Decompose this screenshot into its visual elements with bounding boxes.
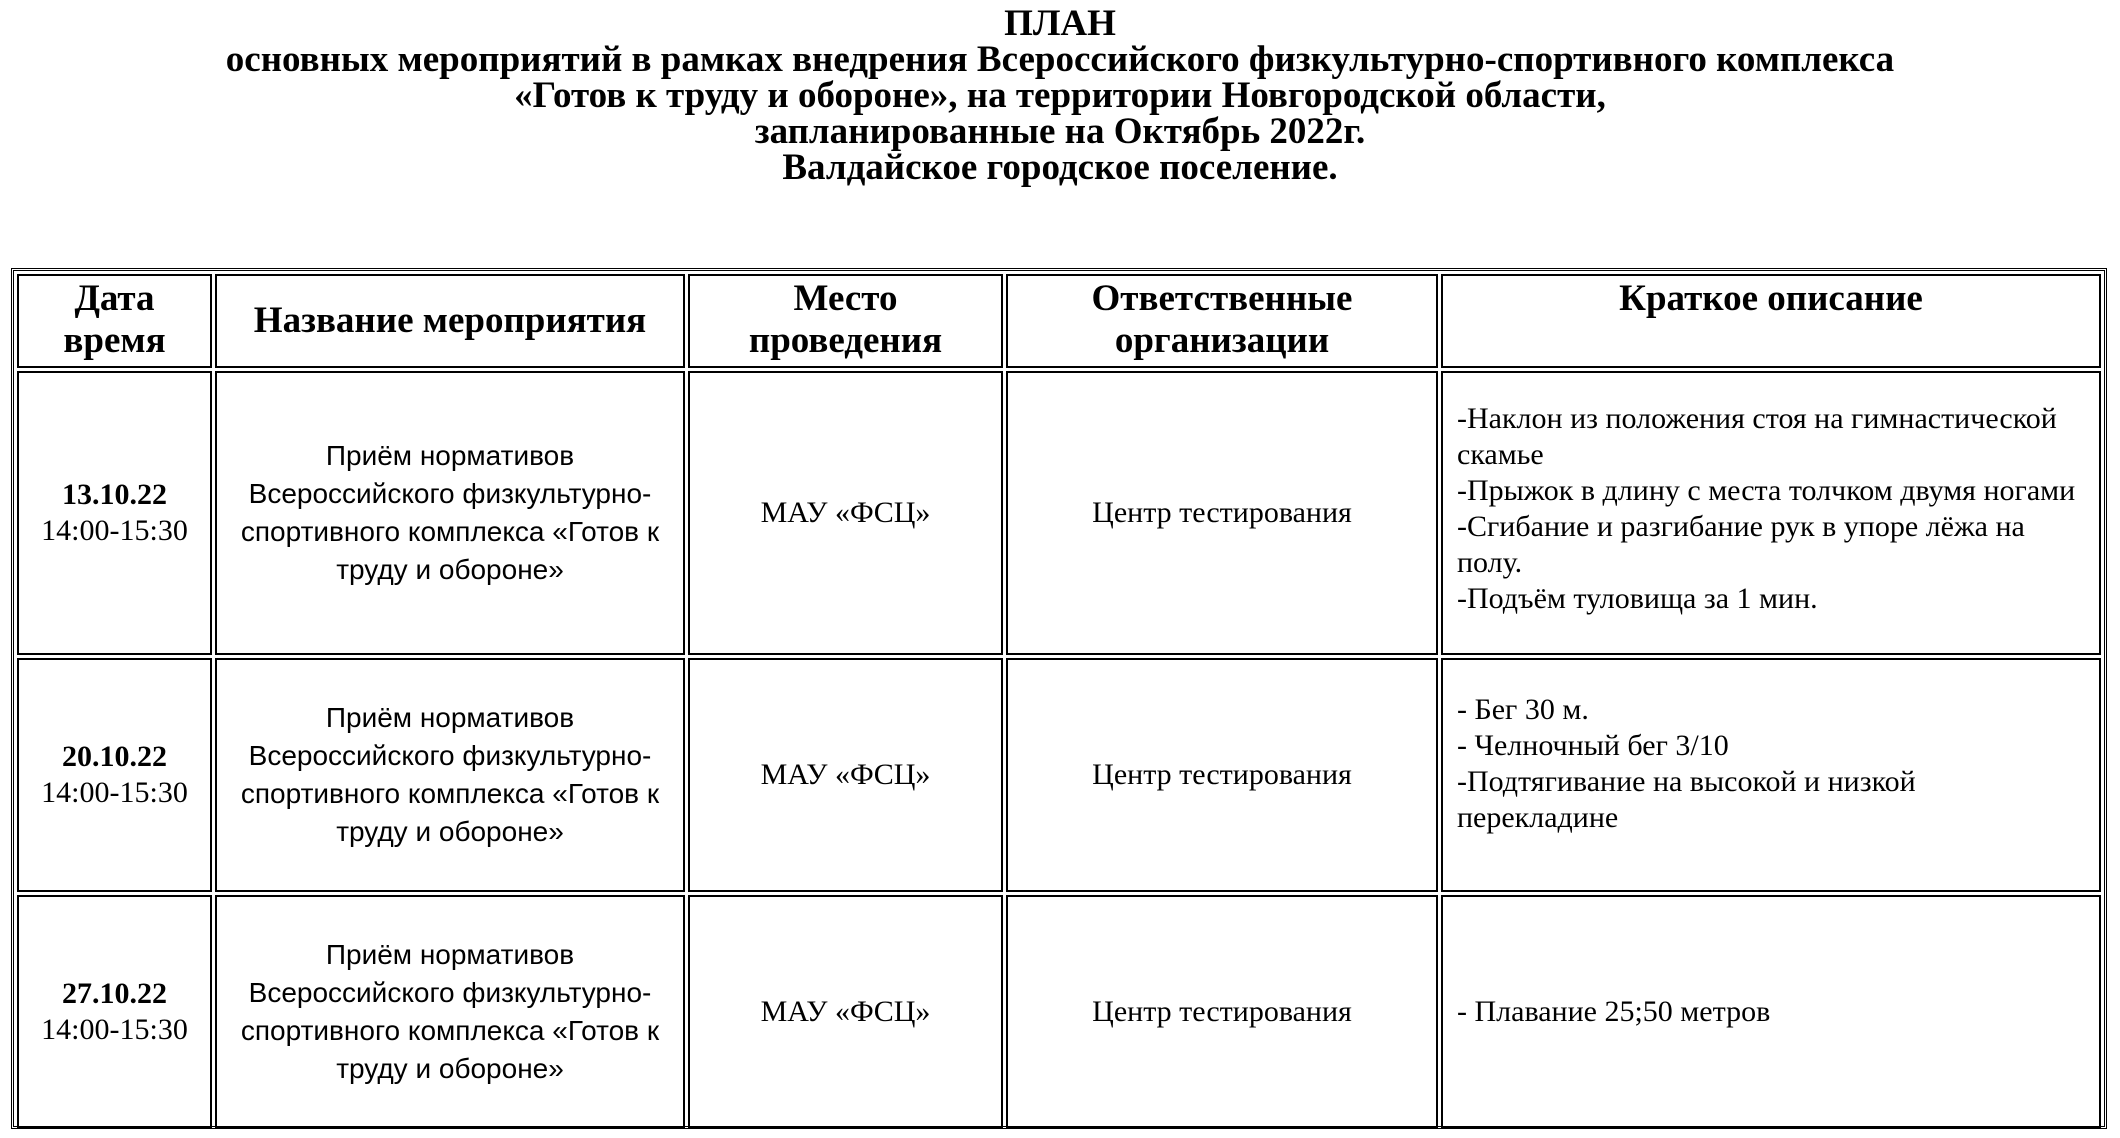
event-time: 14:00-15:30 — [41, 776, 188, 809]
event-time: 14:00-15:30 — [41, 1013, 188, 1046]
event-date: 27.10.22 — [62, 977, 167, 1010]
table-header-row — [17, 274, 2101, 368]
event-time: 14:00-15:30 — [41, 514, 188, 547]
description-line: скамье — [1457, 438, 1544, 471]
event-name-line: Приём нормативов — [325, 440, 575, 471]
description-line: -Сгибание и разгибание рук в упоре лёжа на — [1457, 510, 2025, 543]
description-line: -Прыжок в длину с места толчком двумя ногами — [1457, 474, 2076, 507]
heading-subtitle-2: «Готов к труду и обороне», на территории Новгородской области, — [514, 75, 1606, 116]
cell-date — [17, 895, 212, 1129]
cell-event-name — [215, 371, 685, 655]
cell-event-name — [215, 895, 685, 1129]
header-place — [688, 274, 1003, 368]
events-table-frame — [11, 268, 2107, 1129]
table-row — [17, 371, 2101, 655]
description-line: -Подъём туловища за 1 мин. — [1457, 582, 1818, 615]
cell-org: Центр тестирования — [1006, 658, 1438, 892]
description-line: -Наклон из положения стоя на гимнастической — [1457, 402, 2057, 435]
cell-org: Центр тестирования — [1006, 895, 1438, 1129]
header-place-line1: Место — [793, 278, 898, 319]
header-desc: Краткое описание — [1441, 274, 2101, 368]
description-line: перекладине — [1457, 801, 1619, 834]
event-name-line: Всероссийского физкультурно- — [248, 977, 652, 1008]
header-place-line2: проведения — [748, 320, 943, 361]
description-line: -Подтягивание на высокой и низкой — [1457, 765, 1916, 798]
cell-event-name — [215, 658, 685, 892]
cell-description — [1441, 371, 2101, 655]
event-date: 20.10.22 — [62, 740, 167, 773]
cell-date — [17, 658, 212, 892]
document-heading — [0, 3, 2120, 188]
cell-description — [1441, 895, 2101, 1129]
event-date: 13.10.22 — [62, 478, 167, 511]
table-row — [17, 658, 2101, 892]
cell-org: Центр тестирования — [1006, 371, 1438, 655]
description-line: - Челночный бег 3/10 — [1457, 729, 1729, 762]
events-table — [14, 271, 2104, 1132]
event-name-line: труду и обороне» — [336, 1053, 564, 1084]
event-name-line: Приём нормативов — [325, 702, 575, 733]
event-name-line: труду и обороне» — [336, 554, 564, 585]
event-name-line: труду и обороне» — [336, 816, 564, 847]
description-line: - Плавание 25;50 метров — [1457, 995, 1771, 1028]
header-date — [17, 274, 212, 368]
cell-place: МАУ «ФСЦ» — [688, 895, 1003, 1129]
event-name-line: Всероссийского физкультурно- — [248, 740, 652, 771]
header-date-line2: время — [63, 320, 166, 361]
cell-description — [1441, 658, 2101, 892]
event-name-line: Приём нормативов — [325, 939, 575, 970]
cell-place: МАУ «ФСЦ» — [688, 658, 1003, 892]
description-line: - Бег 30 м. — [1457, 693, 1589, 726]
description-line: полу. — [1457, 546, 1523, 579]
cell-place: МАУ «ФСЦ» — [688, 371, 1003, 655]
table-row — [17, 895, 2101, 1129]
header-date-line1: Дата — [74, 278, 155, 319]
heading-subtitle-1: основных мероприятий в рамках внедрения Всероссийского физкультурно-спортивного комплекса — [225, 39, 1895, 80]
header-name: Название мероприятия — [215, 274, 685, 368]
heading-title: ПЛАН — [1004, 3, 1116, 44]
heading-subtitle-4: Валдайское городское поселение. — [782, 147, 1338, 188]
event-name-line: Всероссийского физкультурно- — [248, 478, 652, 509]
event-name-line: спортивного комплекса «Готов к — [240, 516, 660, 547]
header-org — [1006, 274, 1438, 368]
event-name-line: спортивного комплекса «Готов к — [240, 778, 660, 809]
cell-date — [17, 371, 212, 655]
header-org-line1: Ответственные — [1091, 278, 1353, 319]
header-org-line2: организации — [1114, 320, 1330, 361]
event-name-line: спортивного комплекса «Готов к — [240, 1015, 660, 1046]
heading-subtitle-3: запланированные на Октябрь 2022г. — [754, 111, 1366, 152]
